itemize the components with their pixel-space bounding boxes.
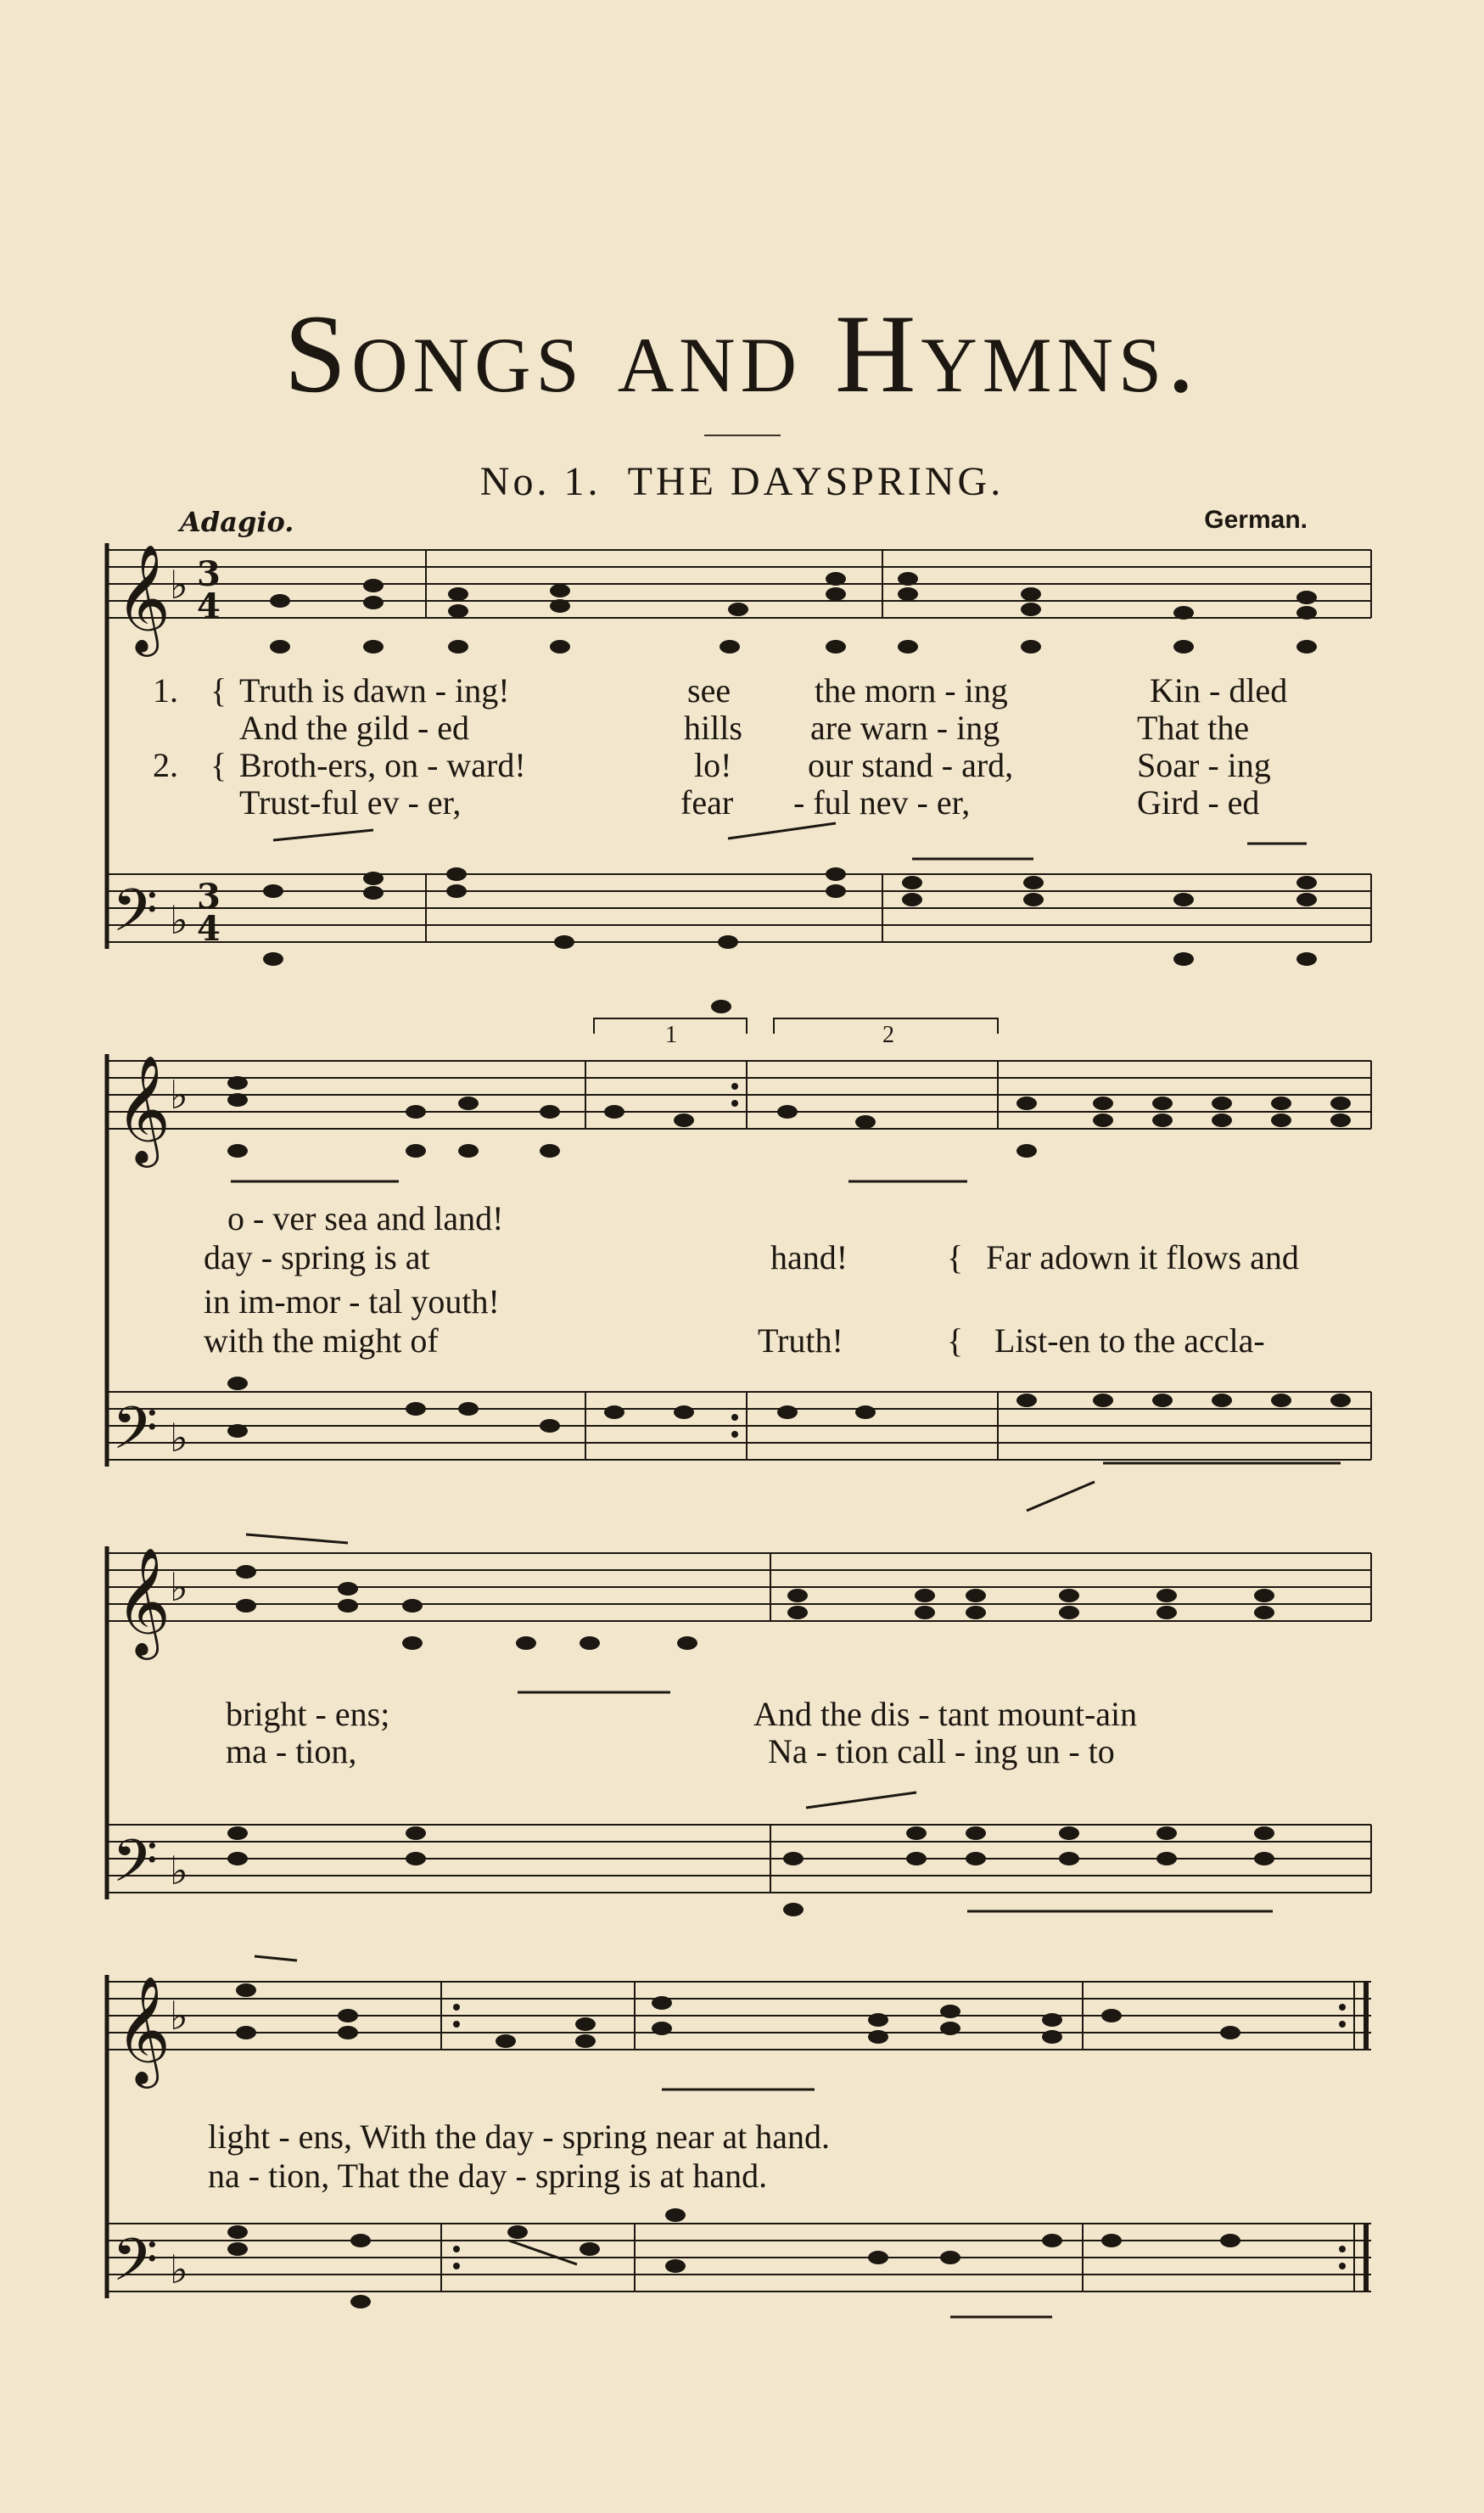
lyric-brace: { bbox=[210, 746, 227, 784]
time-sig-lower: 4 bbox=[197, 586, 221, 626]
lyric-s1-col4: That the bbox=[1137, 709, 1250, 747]
lyric-s3-row2b: Na - tion call - ing un - to bbox=[768, 1732, 1115, 1770]
flat-icon: ♭ bbox=[170, 1072, 188, 1118]
lyric-brace: { bbox=[210, 671, 227, 710]
lyric-s2-row4-end: Truth! bbox=[758, 1321, 843, 1360]
lyric-s3-row1a: bright - ens; bbox=[226, 1695, 390, 1733]
lyric-s1-col3: are warn - ing bbox=[810, 709, 1000, 747]
treble-clef-icon: 𝄞 bbox=[115, 1546, 171, 1655]
treble-clef-icon: 𝄞 bbox=[115, 1975, 171, 2084]
final-barline bbox=[1354, 1982, 1366, 2291]
lyric-s3-row1b: And the dis - tant mount-ain bbox=[753, 1695, 1138, 1733]
verse-number-2: 2. bbox=[153, 746, 178, 784]
flat-icon: ♭ bbox=[170, 1564, 188, 1610]
bass-clef-icon: 𝄢 bbox=[112, 1826, 159, 1910]
flat-icon: ♭ bbox=[170, 1848, 188, 1893]
treble-notes-2 bbox=[227, 1076, 1351, 1158]
lyric-v1-line1: Truth is dawn - ing! bbox=[239, 671, 510, 710]
flat-icon: ♭ bbox=[170, 2247, 188, 2292]
lyric-s2-row4: with the might of bbox=[204, 1321, 439, 1360]
lyric-brace: { bbox=[947, 1321, 964, 1360]
lyric-s1-col3: our stand - ard, bbox=[808, 746, 1014, 784]
bass-staff-1 bbox=[107, 874, 1371, 942]
bass-staff-3 bbox=[107, 1825, 1371, 1893]
lyric-s1-col4: Kin - dled bbox=[1150, 671, 1288, 710]
lyric-s2-row2-end: hand! bbox=[770, 1238, 848, 1276]
bass-notes-3 bbox=[227, 1826, 1274, 1916]
volta-brackets bbox=[594, 1018, 998, 1034]
bass-clef-icon: 𝄢 bbox=[112, 1394, 159, 1477]
lyric-s1-col3: - ful nev - er, bbox=[793, 783, 971, 822]
composer-credit: German. bbox=[1204, 506, 1308, 534]
lyric-s1-col4: Soar - ing bbox=[1137, 746, 1271, 784]
flat-icon: ♭ bbox=[170, 1993, 188, 2039]
volta-1-label: 1 bbox=[665, 1022, 677, 1048]
flat-icon: ♭ bbox=[170, 897, 188, 943]
treble-staff-2 bbox=[107, 1061, 1371, 1129]
lyric-s2-row2: day - spring is at bbox=[204, 1238, 430, 1276]
volta-2-label: 2 bbox=[882, 1022, 894, 1048]
tempo-marking: Adagio. bbox=[180, 506, 294, 538]
treble-staff-3 bbox=[107, 1553, 1371, 1621]
time-sig-upper: 3 bbox=[197, 877, 221, 917]
bass-clef-icon: 𝄢 bbox=[112, 876, 159, 959]
time-sig-lower: 4 bbox=[197, 909, 221, 949]
hymn-number: No. 1. bbox=[479, 459, 602, 504]
verse-number-1: 1. bbox=[153, 671, 178, 710]
beams-1 bbox=[273, 823, 1307, 859]
treble-staff-4 bbox=[107, 1982, 1371, 2050]
lyric-v2-line2: Trust-ful ev - er, bbox=[239, 783, 462, 822]
hymn-name: THE DAYSPRING. bbox=[627, 459, 1005, 504]
repeat-dots-2 bbox=[731, 1083, 738, 1438]
page-title: Songs and Hymns. bbox=[283, 291, 1201, 416]
lyric-s3-row2a: ma - tion, bbox=[226, 1732, 357, 1770]
bass-notes-2 bbox=[227, 1377, 1351, 1438]
lyric-s1-col2: hills bbox=[684, 709, 742, 747]
lyric-s2-row3: in im-mor - tal youth! bbox=[204, 1282, 500, 1321]
bass-notes-1 bbox=[263, 867, 1317, 1013]
lyric-s4-row2: na - tion, That the day - spring is at hand. bbox=[208, 2157, 768, 2195]
time-sig-upper: 3 bbox=[197, 554, 221, 594]
lyric-s1-col2: lo! bbox=[694, 746, 732, 784]
lyric-s1-col4: Gird - ed bbox=[1137, 783, 1260, 822]
lyric-s4-row1: light - ens, With the day - spring near at hand. bbox=[208, 2118, 831, 2156]
lyric-brace: { bbox=[947, 1238, 964, 1276]
flat-icon: ♭ bbox=[170, 562, 188, 608]
lyric-s1-col2: fear bbox=[680, 783, 734, 822]
lyric-v2-line1: Broth-ers, on - ward! bbox=[239, 746, 526, 784]
flat-icon: ♭ bbox=[170, 1415, 188, 1461]
bass-clef-icon: 𝄢 bbox=[112, 2225, 159, 2308]
lyric-s2-row1: o - ver sea and land! bbox=[227, 1199, 504, 1237]
lyric-s1-col2: see bbox=[687, 671, 731, 710]
lyric-s1-col3: the morn - ing bbox=[815, 671, 1008, 710]
lyric-s2-refrain-b: List-en to the accla- bbox=[994, 1321, 1265, 1360]
lyric-v1-line2: And the gild - ed bbox=[239, 709, 470, 747]
treble-clef-icon: 𝄞 bbox=[115, 543, 171, 652]
bass-staff-2 bbox=[107, 1392, 1371, 1460]
treble-clef-icon: 𝄞 bbox=[115, 1054, 171, 1163]
lyric-s2-refrain-a: Far adown it flows and bbox=[986, 1238, 1299, 1276]
bass-staff-4 bbox=[107, 2224, 1371, 2291]
treble-notes-3 bbox=[236, 1565, 1274, 1650]
